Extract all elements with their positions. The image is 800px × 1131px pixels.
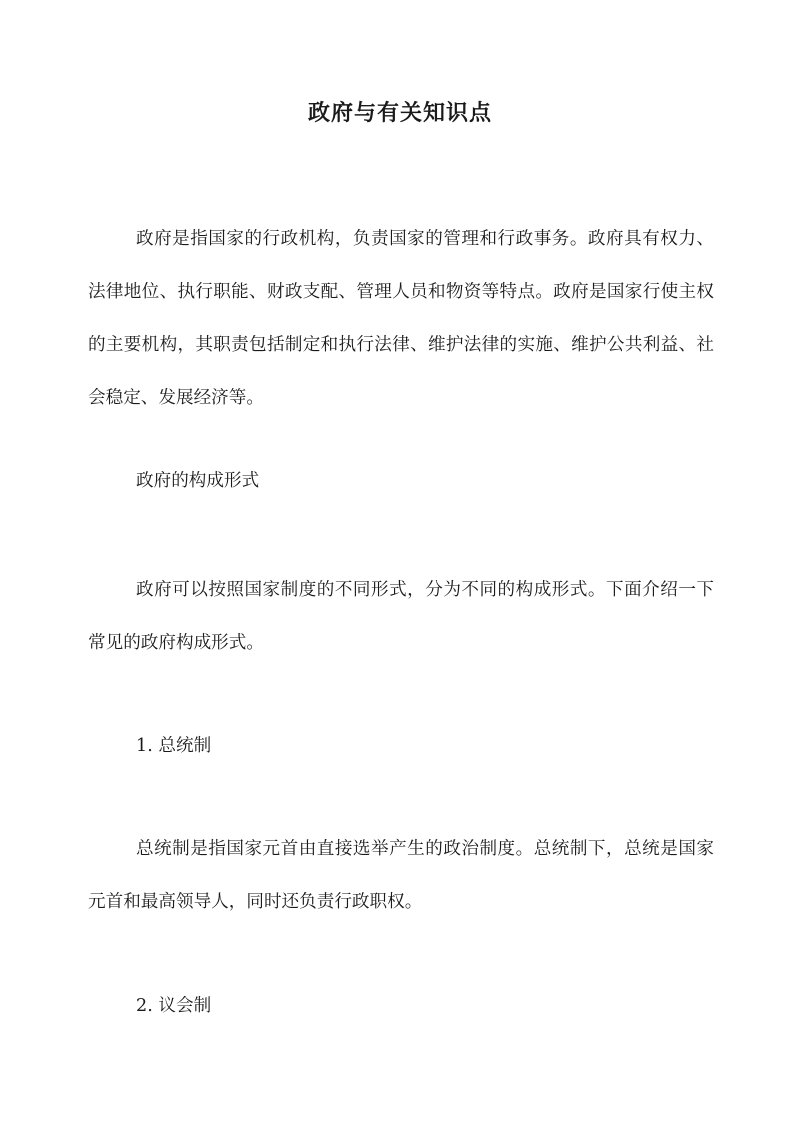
item-text-presidential: 总统制是指国家元首由直接选举产生的政治制度。总统制下，总统是国家元首和最高领导人，同时还负责行政职权。	[88, 839, 714, 912]
item-heading-parliamentary: 2. 议会制	[136, 996, 212, 1016]
section-intro-paragraph: 政府可以按照国家制度的不同形式，分为不同的构成形式。下面介绍一下常见的政府构成形式。	[88, 580, 714, 653]
section-heading: 政府的构成形式	[136, 471, 260, 491]
document-title: 政府与有关知识点	[307, 100, 492, 126]
intro-paragraph: 政府是指国家的行政机构，负责国家的管理和行政事务。政府具有权力、法律地位、执行职能、财政支配、管理人员和物资等特点。政府是国家行使主权的主要机构，其职责包括制定和执行法律、维护法律的实施、维护公共利益、社会稳定、发展经济等。	[88, 229, 714, 408]
item-heading-presidential: 1. 总统制	[136, 736, 212, 756]
